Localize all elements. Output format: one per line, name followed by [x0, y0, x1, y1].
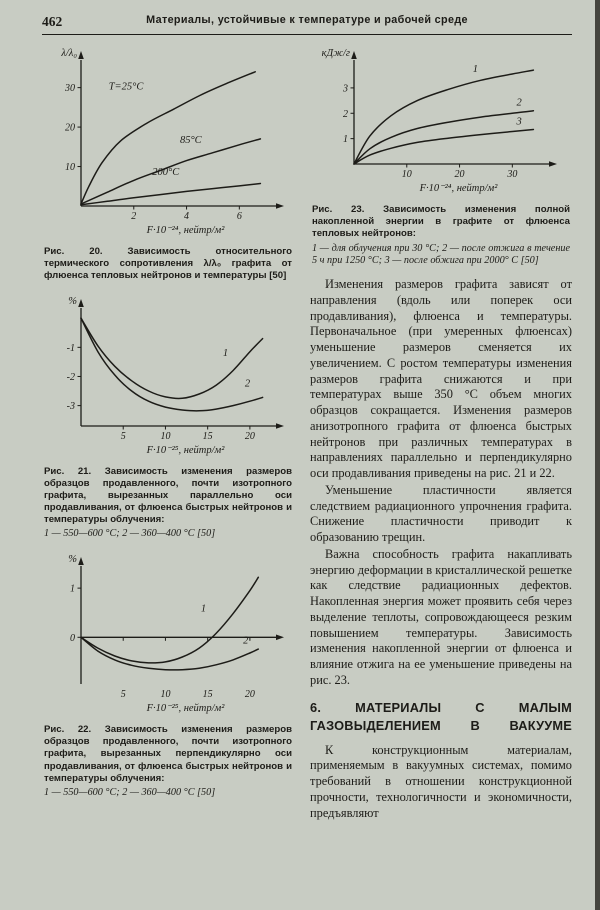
- fig21-line-chart: [49, 292, 287, 464]
- svg-text:200°C: 200°C: [152, 167, 180, 179]
- paragraph-stored-energy: Важна способность графита накапливать энергию деформации в кристаллической решетке как следствие радиационных дефектов. Накопленная энергия может проявить себя через выделение теплоты, сопровождающееся резким повышением температуры. Зависимость изменения накопленной энергии от флюенса и влияние отжига на ее уменьшение приведены на рис. 23.: [310, 546, 572, 687]
- svg-text:2: 2: [244, 378, 251, 390]
- page-number: 462: [42, 14, 63, 29]
- fig23-legend: 1 — для облучения при 30 °C; 2 — после отжига в течение 5 ч при 1250 °C; 3 — после обжига при 2000° C [50]: [312, 242, 570, 267]
- fig21-figcaption: [42, 466, 294, 542]
- svg-text:2: 2: [131, 211, 137, 222]
- scan-edge-shadow: [595, 0, 600, 910]
- svg-text:-2: -2: [66, 371, 75, 383]
- svg-text:%: %: [68, 554, 77, 566]
- svg-text:1: 1: [70, 583, 75, 595]
- svg-text:T=25°C: T=25°C: [108, 81, 144, 93]
- svg-text:F·10⁻²⁴, нейтр/м²: F·10⁻²⁴, нейтр/м²: [419, 183, 498, 194]
- svg-text:F·10⁻²⁴, нейтр/м²: F·10⁻²⁴, нейтр/м²: [146, 225, 225, 236]
- svg-text:15: 15: [202, 430, 213, 442]
- figure-20: [42, 44, 294, 283]
- svg-text:10: 10: [160, 430, 171, 442]
- svg-text:10: 10: [160, 689, 171, 701]
- figure-23: [310, 44, 572, 268]
- svg-text:6: 6: [236, 211, 242, 222]
- svg-text:кДж/г: кДж/г: [322, 48, 350, 59]
- running-title: Материалы, устойчивые к температуре и рабочей среде: [146, 14, 468, 26]
- svg-text:5: 5: [120, 689, 126, 701]
- fig21-legend: 1 — 550—600 °C; 2 — 360—400 °C [50]: [44, 528, 216, 540]
- svg-text:-3: -3: [66, 400, 75, 412]
- fig22-caption: Рис. 22. Зависимость изменения размеров образцов продавленного, почти изотропного графита, вырезанных перпендикулярно оси продавливания, от флюенса быстрых нейтронов и температуры облучения:: [44, 724, 292, 784]
- page-header: [42, 14, 572, 32]
- figure-22: [42, 550, 294, 800]
- fig20-line-chart: [49, 44, 287, 244]
- svg-text:10: 10: [401, 169, 412, 180]
- svg-text:30: 30: [507, 169, 518, 180]
- svg-text:λ/λ₀: λ/λ₀: [61, 48, 77, 59]
- svg-text:4: 4: [184, 211, 190, 222]
- svg-text:2: 2: [343, 108, 348, 120]
- svg-text:3: 3: [343, 83, 348, 95]
- svg-text:20: 20: [454, 169, 465, 180]
- svg-text:3: 3: [516, 116, 522, 128]
- svg-text:15: 15: [202, 689, 213, 701]
- fig21-caption: Рис. 21. Зависимость изменения размеров образцов продавленного, почти изотропного графита, вырезанных параллельно оси продавливания, от флюенса быстрых нейтронов и температуры облучения:: [44, 465, 292, 526]
- left-column: [42, 44, 294, 822]
- fig23-figcaption: [310, 204, 572, 268]
- svg-text:F·10⁻²⁵, нейтр/м²: F·10⁻²⁵, нейтр/м²: [146, 703, 225, 715]
- svg-text:1: 1: [222, 347, 229, 359]
- svg-text:1: 1: [343, 134, 348, 146]
- svg-text:-1: -1: [66, 342, 75, 354]
- paragraph-plasticity: Уменьшение пластичности является следствием радиационного упрочнения графита. Снижение пластичности приводит к образованию трещин.: [310, 482, 572, 545]
- svg-text:20: 20: [244, 430, 255, 442]
- svg-text:5: 5: [120, 430, 126, 442]
- svg-text:1: 1: [200, 603, 207, 615]
- svg-text:1: 1: [472, 64, 478, 76]
- svg-text:F·10⁻²⁵, нейтр/м²: F·10⁻²⁵, нейтр/м²: [146, 444, 225, 456]
- header-rule: [42, 34, 572, 35]
- two-column-layout: [42, 44, 572, 822]
- fig22-figcaption: [42, 724, 294, 800]
- figure-21: [42, 292, 294, 542]
- fig23-line-chart: [322, 44, 560, 202]
- svg-text:%: %: [68, 295, 77, 307]
- svg-text:85°C: 85°C: [179, 134, 202, 146]
- svg-text:30: 30: [65, 83, 75, 95]
- svg-text:2: 2: [243, 635, 249, 647]
- right-column: [310, 44, 572, 822]
- fig23-caption: Рис. 23. Зависимость изменения полной накопленной энергии в графите от флюенса тепловых нейтронов:: [312, 204, 570, 240]
- fig22-legend: 1 — 550—600 °C; 2 — 360—400 °C [50]: [44, 786, 216, 798]
- svg-text:20: 20: [244, 689, 255, 701]
- fig20-figcaption: [42, 246, 294, 283]
- svg-text:0: 0: [70, 632, 75, 644]
- paragraph-size-changes: Изменения размеров графита зависят от направления (вдоль или поперек оси продавливания), флюенса и температуры. Первоначальное (при умеренных флюенсах) уменьшение размеров сменяется их увеличением. С ростом температуры изменения размеров графита снижаются и при температурах выше 350 °C объем многих образцов сокращается. Изменения размеров анизотропного графита от флюенса быстрых нейтронов при различных температурах в направлениях параллельно и перпендикулярно оси продавливания приведены на рис. 21 и 22.: [310, 277, 572, 481]
- section-heading: 6. МАТЕРИАЛЫ С МАЛЫМ ГАЗОВЫДЕЛЕНИЕМ В ВАКУУМЕ: [310, 699, 572, 734]
- svg-text:20: 20: [65, 122, 75, 134]
- fig22-line-chart: [49, 550, 287, 722]
- fig20-caption: Рис. 20. Зависимость относительного термического сопротивления λ/λ₀ графита от флюенса тепловых нейтронов и температуры [50]: [44, 246, 292, 282]
- svg-text:2: 2: [516, 97, 522, 109]
- paragraph-vacuum-materials: К конструкционным материалам, применяемым в вакуумных системах, помимо требований в отношении конструкционной прочности, технологичности и экономичности, предъявляют: [310, 742, 572, 820]
- svg-text:10: 10: [65, 162, 75, 174]
